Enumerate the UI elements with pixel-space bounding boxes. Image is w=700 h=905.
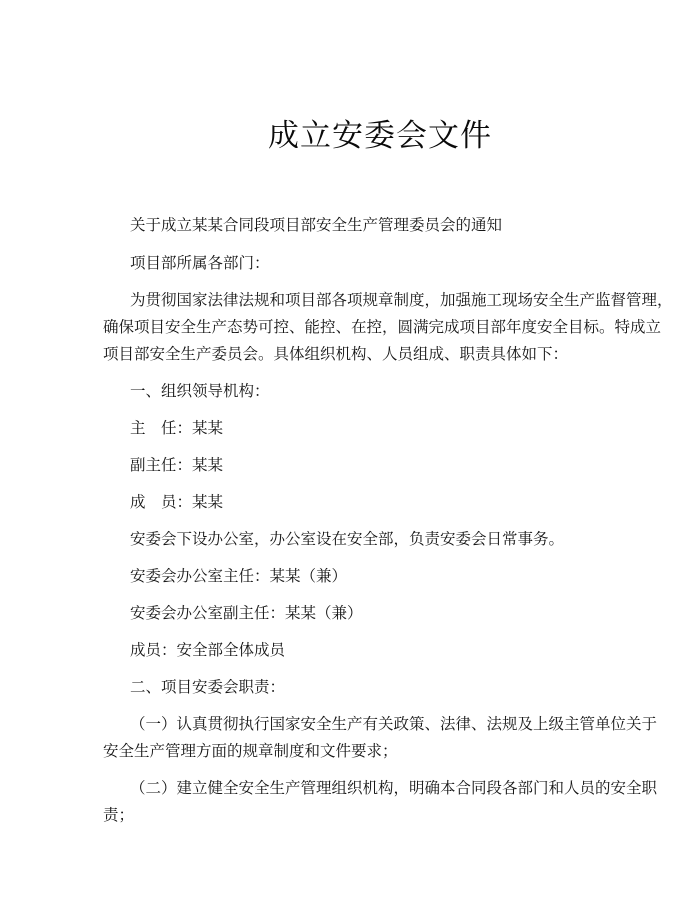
intro-line-1: 为贯彻国家法律法规和项目部各项规章制度，加强施工现场安全生产监督管理， xyxy=(130,291,673,309)
director-line: 主 任：某某 xyxy=(130,419,224,437)
duty1-line-2: 安全生产管理方面的规章制度和文件要求； xyxy=(103,742,398,760)
section2-heading: 二、项目安委会职责： xyxy=(130,678,286,696)
office-members-line: 成员：安全部全体成员 xyxy=(130,641,286,659)
duty1-line-1: （一）认真贯彻执行国家安全生产有关政策、法律、法规及上级主管单位关于 xyxy=(130,715,658,733)
office-deputy-line: 安委会办公室副主任：某某（兼） xyxy=(130,604,363,622)
member-line: 成 员：某某 xyxy=(130,493,224,511)
duty2-line-1: （二）建立健全安全生产管理组织机构，明确本合同段各部门和人员的安全职 xyxy=(130,779,658,797)
intro-line-3: 项目部安全生产委员会。具体组织机构、人员组成、职责具体如下： xyxy=(103,345,569,363)
section1-heading: 一、组织领导机构： xyxy=(130,382,270,400)
notice-subject: 关于成立某某合同段项目部安全生产管理委员会的通知 xyxy=(130,216,503,234)
intro-line-2: 确保项目安全生产态势可控、能控、在控，圆满完成项目部年度安全目标。特成立 xyxy=(103,318,662,336)
document-title: 成立安委会文件 xyxy=(268,118,492,154)
duty2-line-2: 责； xyxy=(103,806,135,824)
salutation: 项目部所属各部门： xyxy=(130,254,270,272)
office-note: 安委会下设办公室，办公室设在安全部，负责安委会日常事务。 xyxy=(130,530,565,548)
deputy-director-line: 副主任：某某 xyxy=(130,456,224,474)
office-director-line: 安委会办公室主任：某某（兼） xyxy=(130,567,348,585)
